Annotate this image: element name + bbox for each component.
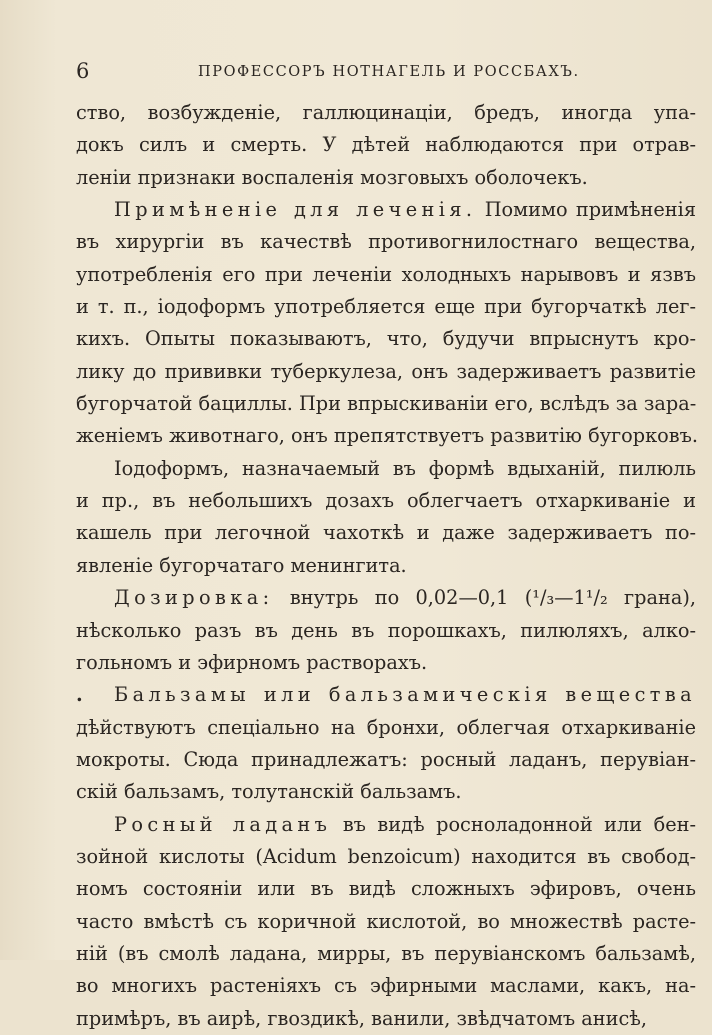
line-text: леніи признаки воспаленія мозговыхъ оболочекъ. [76,165,588,189]
line-text: кихъ. Опыты показываютъ, что, будучи впрыснутъ кро- [76,327,696,351]
page-header [0,58,712,84]
line-text: явленіе бугорчатаго менингита. [76,553,407,577]
text-line [76,356,696,388]
line-text: кашель при легочной чахоткѣ и даже задерживаетъ по- [76,521,696,545]
text-line [76,129,696,161]
spaced-heading: Дозировка: [114,586,274,610]
text-line [76,582,696,614]
running-head: ПРОФЕССОРЪ НОТНАГЕЛЬ И РОССБАХЪ. [198,64,580,80]
text-line [76,647,696,679]
line-text: во многихъ растеніяхъ съ эфирными маслами, какъ, на- [76,974,696,998]
text-line [76,906,696,938]
line-text: дѣйствуютъ спеціально на бронхи, облегчая отхаркиваніе [76,715,696,739]
text-line [76,776,696,808]
text-line [76,485,696,517]
text-line [76,550,696,582]
text-line [76,259,696,291]
text-line [76,615,696,647]
line-text: гольномъ и эфирномъ растворахъ. [76,650,428,674]
line-text: Іодоформъ, назначаемый въ формѣ вдыханій, пилюль [114,456,696,480]
paragraph [76,453,696,582]
paragraph-bullet: . [76,683,83,707]
line-text: зойной кислоты (Acidum benzoicum) находится въ свобод- [76,844,696,868]
line-text: бугорчатой бациллы. При впрыскиваніи его, вслѣдъ за зара- [76,392,697,416]
line-text: и пр., въ небольшихъ дозахъ облегчаетъ отхаркиваніе и [76,489,696,513]
line-text: мокроты. Сюда принадлежатъ: росный ладанъ, перувіан- [76,747,696,771]
line-text: ство, возбужденіе, галлюцинаціи, бредъ, иногда упа- [76,101,696,124]
text-line [76,712,696,744]
text-line [76,226,696,258]
text-line [76,162,696,194]
spaced-heading: Бальзамы или бальзамическія вещества [114,683,696,707]
line-text: скій бальзамъ, толутанскій бальзамъ. [76,780,462,804]
paragraph [76,582,696,679]
text-line [76,873,696,905]
line-text: Помимо примѣненія [476,198,696,222]
line-text: примѣръ, въ аирѣ, гвоздикѣ, ванили, звѣдчатомъ анисѣ, [76,1006,648,1030]
line-text: нѣсколько разъ въ день въ порошкахъ, пилюляхъ, алко- [76,618,696,642]
line-text: докъ силъ и смерть. У дѣтей наблюдаются при отрав- [76,133,696,157]
text-line [76,938,696,970]
text-line [76,517,696,549]
spaced-heading: Примѣненіе для леченія. [114,198,477,222]
text-line [76,291,696,323]
text-line [76,679,696,711]
line-text: женіемъ животнаго, онъ препятствуетъ развитію бугорковъ. [76,424,699,448]
paragraph [76,679,696,808]
text-line [76,841,696,873]
line-text: ній (въ смолѣ ладана, мирры, въ перувіанскомъ бальзамѣ, [76,941,696,965]
text-line [76,388,696,420]
line-text: часто вмѣстѣ съ коричной кислотой, во множествѣ расте- [76,909,696,933]
line-text: лику до прививки туберкулеза, онъ задерживаетъ развитіе [76,359,696,383]
text-line [76,420,699,452]
line-text: и т. п., іодоформъ употребляется еще при бугорчаткѣ лег- [76,295,696,319]
text-line [76,744,696,776]
line-text: въ хирургіи въ качествѣ противогнилостнаго вещества, [76,230,696,254]
text-line [76,970,696,1002]
spaced-heading: Росный ладанъ [114,812,332,836]
page-number: 6 [76,59,90,83]
body-text [76,97,699,1035]
text-line [76,453,696,485]
paragraph [76,97,696,194]
line-text: въ видѣ росноладонной или бен- [331,812,696,836]
line-text: номъ состояніи или въ видѣ сложныхъ эфировъ, очень [76,877,696,901]
line-text: внутрь по 0,02—0,1 (¹/₃—1¹/₂ грана), [273,586,696,610]
text-line [76,1003,696,1035]
text-line [76,809,696,841]
text-line [76,97,696,129]
text-line [76,323,696,355]
text-line [76,194,696,226]
paragraph [76,809,696,1035]
paragraph [76,194,699,453]
line-text: употребленія его при леченіи холодныхъ нарывовъ и язвъ [76,262,696,286]
